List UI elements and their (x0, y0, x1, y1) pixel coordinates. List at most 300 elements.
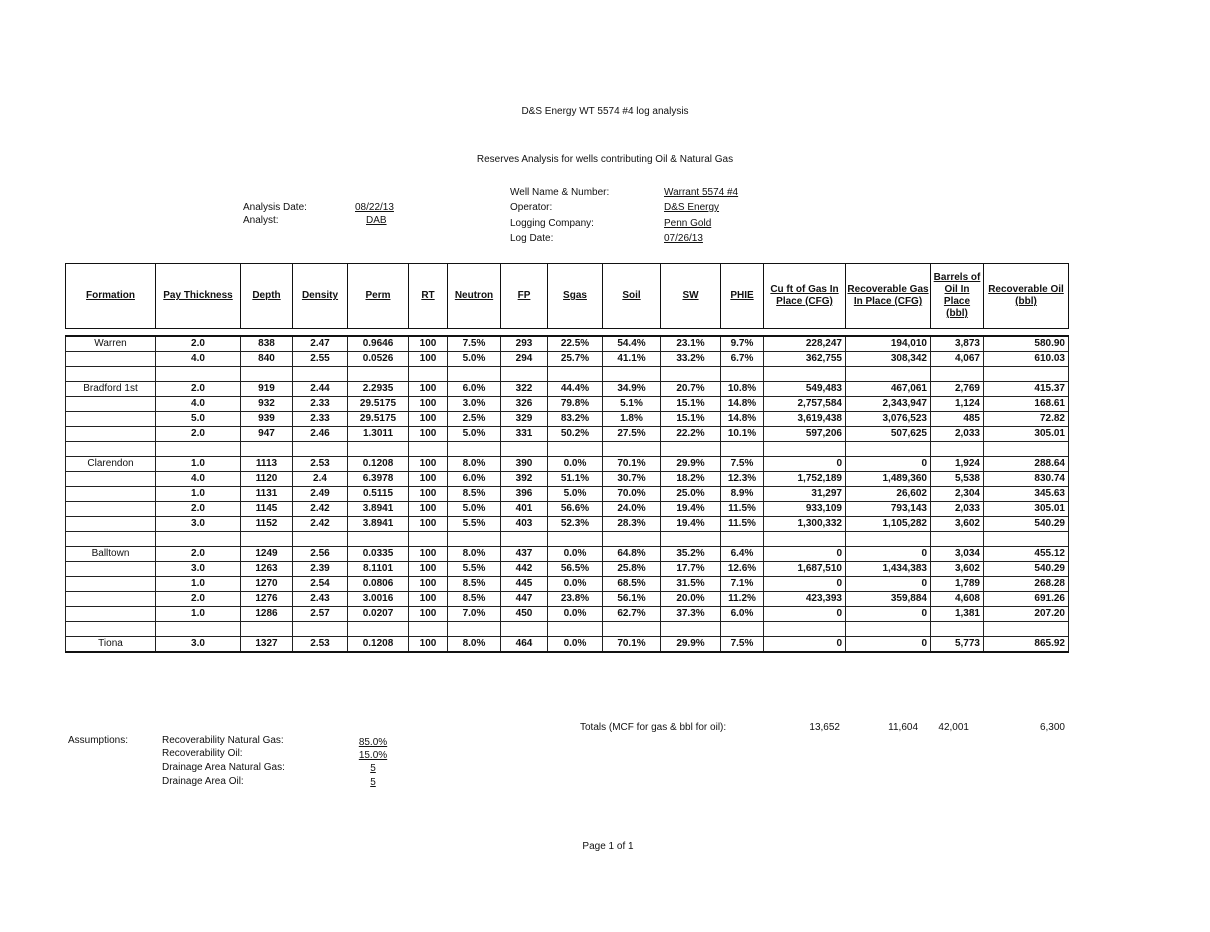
table-cell (348, 532, 409, 547)
table-cell (846, 367, 931, 382)
table-cell: 455.12 (984, 547, 1069, 562)
table-cell (501, 442, 548, 457)
formation-cell (66, 517, 156, 532)
table-cell (548, 367, 603, 382)
table-cell (661, 442, 721, 457)
table-cell: 3.0 (156, 517, 241, 532)
table-cell: 56.6% (548, 502, 603, 517)
table-cell: 0 (846, 577, 931, 592)
table-cell (603, 367, 661, 382)
table-cell: 168.61 (984, 397, 1069, 412)
column-header: PHIE (721, 264, 764, 329)
formation-cell: Bradford 1st (66, 382, 156, 397)
table-cell: 305.01 (984, 502, 1069, 517)
table-cell: 3,076,523 (846, 412, 931, 427)
table-cell: 19.4% (661, 517, 721, 532)
table-cell: 23.1% (661, 336, 721, 352)
table-cell: 37.3% (661, 607, 721, 622)
table-cell: 7.5% (448, 336, 501, 352)
table-cell: 2.5% (448, 412, 501, 427)
table-cell: 549,483 (764, 382, 846, 397)
table-cell: 2.47 (293, 336, 348, 352)
table-cell (156, 532, 241, 547)
table-cell: 447 (501, 592, 548, 607)
table-cell: 100 (409, 562, 448, 577)
table-cell: 5.5% (448, 517, 501, 532)
table-cell (931, 367, 984, 382)
blank-row (66, 532, 1069, 547)
table-cell: 100 (409, 472, 448, 487)
table-cell: 68.5% (603, 577, 661, 592)
formation-cell (66, 607, 156, 622)
table-cell: 52.3% (548, 517, 603, 532)
table-cell: 4.0 (156, 472, 241, 487)
table-cell: 1.8% (603, 412, 661, 427)
spacer-cell (66, 329, 1069, 337)
logging-company-label: Logging Company: (510, 218, 594, 229)
table-cell: 415.37 (984, 382, 1069, 397)
table-cell: 691.26 (984, 592, 1069, 607)
formation-cell: Tiona (66, 637, 156, 653)
table-cell: 14.8% (721, 412, 764, 427)
table-cell: 70.1% (603, 457, 661, 472)
table-row (66, 592, 1069, 607)
table-cell: 0 (764, 607, 846, 622)
totals-label: Totals (MCF for gas & bbl for oil): (580, 722, 727, 733)
table-cell: 2.2935 (348, 382, 409, 397)
table-cell: 50.2% (548, 427, 603, 442)
table-cell (931, 622, 984, 637)
table-cell: 2.42 (293, 517, 348, 532)
blank-row (66, 367, 1069, 382)
document-subtitle: Reserves Analysis for wells contributing Oil & Natural Gas (476, 154, 734, 165)
table-cell: 0.1208 (348, 457, 409, 472)
table-cell: 30.7% (603, 472, 661, 487)
column-header: Recoverable Oil (bbl) (984, 264, 1069, 329)
well-name-label: Well Name & Number: (510, 187, 610, 198)
table-cell: 2.39 (293, 562, 348, 577)
table-cell: 9.7% (721, 336, 764, 352)
column-header: SW (661, 264, 721, 329)
column-header: Formation (66, 264, 156, 329)
table-cell: 288.64 (984, 457, 1069, 472)
table-cell: 100 (409, 382, 448, 397)
table-cell: 0.5115 (348, 487, 409, 502)
table-cell (241, 367, 293, 382)
table-cell (293, 367, 348, 382)
table-cell: 22.2% (661, 427, 721, 442)
table-cell: 2.55 (293, 352, 348, 367)
table-cell: 0 (764, 547, 846, 562)
table-cell: 1,687,510 (764, 562, 846, 577)
table-cell: 54.4% (603, 336, 661, 352)
assumptions-label: Assumptions: (68, 735, 129, 746)
log-date-value: 07/26/13 (664, 233, 703, 244)
table-cell: 6.7% (721, 352, 764, 367)
table-cell (984, 532, 1069, 547)
table-cell: 467,061 (846, 382, 931, 397)
table-cell: 442 (501, 562, 548, 577)
table-cell: 25.0% (661, 487, 721, 502)
table-cell: 1,300,332 (764, 517, 846, 532)
table-cell: 7.5% (721, 457, 764, 472)
table-cell: 15.1% (661, 412, 721, 427)
column-header: Pay Thickness (156, 264, 241, 329)
table-cell: 3.8941 (348, 502, 409, 517)
table-cell: 31,297 (764, 487, 846, 502)
assumption-oil-drainage-value: 5 (370, 777, 376, 788)
table-cell: 939 (241, 412, 293, 427)
table-cell (764, 532, 846, 547)
table-cell (984, 622, 1069, 637)
table-cell: 0.0% (548, 577, 603, 592)
table-cell: 0 (846, 547, 931, 562)
table-cell: 100 (409, 336, 448, 352)
assumption-gas-recoverability-label: Recoverability Natural Gas: (162, 735, 284, 746)
table-row (66, 457, 1069, 472)
table-cell: 100 (409, 352, 448, 367)
well-name-value: Warrant 5574 #4 (664, 187, 739, 198)
table-row (66, 562, 1069, 577)
table-cell: 1,124 (931, 397, 984, 412)
table-cell: 11.5% (721, 502, 764, 517)
table-cell (348, 622, 409, 637)
table-cell (156, 367, 241, 382)
table-row (66, 637, 1069, 653)
column-header: Barrels of Oil In Place (bbl) (931, 264, 984, 329)
table-cell: 3.0% (448, 397, 501, 412)
table-cell: 2,343,947 (846, 397, 931, 412)
operator-label: Operator: (510, 202, 553, 213)
table-cell: 329 (501, 412, 548, 427)
table-cell: 28.3% (603, 517, 661, 532)
table-cell: 597,206 (764, 427, 846, 442)
table-cell: 4,608 (931, 592, 984, 607)
table-cell: 2.56 (293, 547, 348, 562)
table-cell: 0.9646 (348, 336, 409, 352)
table-cell: 3,873 (931, 336, 984, 352)
table-cell (721, 532, 764, 547)
table-cell: 4.0 (156, 352, 241, 367)
table-cell: 44.4% (548, 382, 603, 397)
formation-cell (66, 427, 156, 442)
table-cell: 4.0 (156, 397, 241, 412)
table-cell: 1,489,360 (846, 472, 931, 487)
table-cell: 1286 (241, 607, 293, 622)
table-cell: 70.0% (603, 487, 661, 502)
assumption-gas-drainage-label: Drainage Area Natural Gas: (162, 762, 285, 773)
table-cell: 41.1% (603, 352, 661, 367)
table-row (66, 502, 1069, 517)
table-cell: 0 (764, 637, 846, 653)
assumption-gas-recoverability-value: 85.0% (358, 737, 388, 748)
table-cell: 22.5% (548, 336, 603, 352)
table-cell: 0.0% (548, 607, 603, 622)
table-cell: 19.4% (661, 502, 721, 517)
table-cell (293, 532, 348, 547)
table-cell: 437 (501, 547, 548, 562)
table-cell: 1,924 (931, 457, 984, 472)
table-cell: 18.2% (661, 472, 721, 487)
table-cell: 305.01 (984, 427, 1069, 442)
table-cell (241, 442, 293, 457)
column-header: Soil (603, 264, 661, 329)
column-header: Perm (348, 264, 409, 329)
column-header: Neutron (448, 264, 501, 329)
table-cell: 23.8% (548, 592, 603, 607)
table-cell (501, 367, 548, 382)
table-cell: 5.5% (448, 562, 501, 577)
table-cell: 933,109 (764, 502, 846, 517)
table-cell: 34.9% (603, 382, 661, 397)
table-cell: 268.28 (984, 577, 1069, 592)
table-cell: 0 (764, 457, 846, 472)
table-cell: 5.0% (448, 352, 501, 367)
table-cell: 5,773 (931, 637, 984, 653)
table-cell: 1270 (241, 577, 293, 592)
table-cell: 2.53 (293, 637, 348, 653)
table-row (66, 427, 1069, 442)
table-cell: 3.0 (156, 637, 241, 653)
table-cell: 20.0% (661, 592, 721, 607)
table-cell: 5.0% (448, 427, 501, 442)
table-cell: 8.0% (448, 547, 501, 562)
table-cell: 31.5% (661, 577, 721, 592)
table-cell: 450 (501, 607, 548, 622)
table-cell: 100 (409, 397, 448, 412)
table-cell (156, 442, 241, 457)
table-cell: 485 (931, 412, 984, 427)
table-cell (293, 622, 348, 637)
table-cell: 1,434,383 (846, 562, 931, 577)
table-cell: 2.0 (156, 382, 241, 397)
table-cell (846, 532, 931, 547)
table-cell: 2.4 (293, 472, 348, 487)
table-cell: 1,105,282 (846, 517, 931, 532)
table-body (66, 329, 1069, 653)
total-recoverable-gas: 11,604 (888, 722, 918, 733)
table-cell: 56.1% (603, 592, 661, 607)
column-header: Cu ft of Gas In Place (CFG) (764, 264, 846, 329)
table-cell: 2.0 (156, 592, 241, 607)
table-cell: 8.0% (448, 637, 501, 653)
table-cell: 3.0016 (348, 592, 409, 607)
table-cell: 5,538 (931, 472, 984, 487)
table-cell (603, 622, 661, 637)
table-cell: 947 (241, 427, 293, 442)
table-cell: 100 (409, 517, 448, 532)
table-cell: 2.33 (293, 397, 348, 412)
table-cell: 6.0% (448, 382, 501, 397)
formation-cell (66, 577, 156, 592)
table-cell: 7.1% (721, 577, 764, 592)
table-cell: 0.1208 (348, 637, 409, 653)
table-cell (984, 367, 1069, 382)
table-cell: 580.90 (984, 336, 1069, 352)
document-title: D&S Energy WT 5574 #4 log analysis (521, 106, 689, 117)
table-cell: 29.9% (661, 457, 721, 472)
table-cell: 7.0% (448, 607, 501, 622)
table-cell: 2.54 (293, 577, 348, 592)
table-cell: 8.5% (448, 487, 501, 502)
table-cell: 932 (241, 397, 293, 412)
table-cell: 610.03 (984, 352, 1069, 367)
table-cell: 83.2% (548, 412, 603, 427)
table-cell: 1131 (241, 487, 293, 502)
table-cell (764, 442, 846, 457)
page-number: Page 1 of 1 (582, 841, 634, 852)
table-cell: 1276 (241, 592, 293, 607)
assumption-oil-recoverability-value: 15.0% (358, 750, 388, 761)
log-date-label: Log Date: (510, 233, 554, 244)
table-cell: 865.92 (984, 637, 1069, 653)
table-cell: 228,247 (764, 336, 846, 352)
table-cell (501, 532, 548, 547)
table-cell: 25.8% (603, 562, 661, 577)
table-cell: 1327 (241, 637, 293, 653)
table-cell (721, 442, 764, 457)
formation-cell (66, 397, 156, 412)
table-cell: 1.0 (156, 577, 241, 592)
column-header: RT (409, 264, 448, 329)
table-cell: 2,757,584 (764, 397, 846, 412)
table-cell: 0.0335 (348, 547, 409, 562)
table-cell: 1.3011 (348, 427, 409, 442)
analysis-date-value: 08/22/13 (355, 202, 394, 213)
table-cell: 79.8% (548, 397, 603, 412)
table-cell: 70.1% (603, 637, 661, 653)
table-cell: 194,010 (846, 336, 931, 352)
table-cell: 0 (846, 607, 931, 622)
table-row (66, 487, 1069, 502)
table-cell: 1145 (241, 502, 293, 517)
table-cell: 5.0 (156, 412, 241, 427)
table-cell: 5.1% (603, 397, 661, 412)
table-cell: 1.0 (156, 457, 241, 472)
table-cell: 100 (409, 592, 448, 607)
table-cell (603, 532, 661, 547)
table-cell: 540.29 (984, 562, 1069, 577)
table-cell: 2,033 (931, 502, 984, 517)
total-gas-in-place: 13,652 (809, 722, 840, 733)
table-cell (548, 622, 603, 637)
analysis-date-label: Analysis Date: (243, 202, 307, 213)
operator-value: D&S Energy (664, 202, 720, 213)
table-cell: 1152 (241, 517, 293, 532)
table-cell (548, 442, 603, 457)
formation-cell: Warren (66, 336, 156, 352)
table-cell: 445 (501, 577, 548, 592)
table-header-row (66, 264, 1069, 329)
table-cell: 100 (409, 637, 448, 653)
table-cell: 3,619,438 (764, 412, 846, 427)
table-cell: 2.46 (293, 427, 348, 442)
table-cell: 919 (241, 382, 293, 397)
table-cell: 1,381 (931, 607, 984, 622)
column-header: Recoverable Gas In Place (CFG) (846, 264, 931, 329)
table-cell (721, 367, 764, 382)
formation-cell: Balltown (66, 547, 156, 562)
table-cell: 5.0% (448, 502, 501, 517)
table-cell: 100 (409, 577, 448, 592)
table-cell (984, 442, 1069, 457)
table-cell: 1249 (241, 547, 293, 562)
formation-cell (66, 532, 156, 547)
table-cell: 2.43 (293, 592, 348, 607)
table-cell: 345.63 (984, 487, 1069, 502)
table-cell (448, 622, 501, 637)
table-cell: 2.57 (293, 607, 348, 622)
table-cell: 0 (846, 457, 931, 472)
table-cell: 1120 (241, 472, 293, 487)
table-cell (846, 622, 931, 637)
table-cell: 8.5% (448, 592, 501, 607)
table-cell: 10.8% (721, 382, 764, 397)
table-row (66, 382, 1069, 397)
table-cell: 17.7% (661, 562, 721, 577)
formation-cell (66, 622, 156, 637)
table-cell: 72.82 (984, 412, 1069, 427)
table-cell: 2,033 (931, 427, 984, 442)
table-row (66, 412, 1069, 427)
table-cell (156, 622, 241, 637)
formation-cell (66, 367, 156, 382)
table-cell (409, 367, 448, 382)
table-cell: 308,342 (846, 352, 931, 367)
table-cell: 7.5% (721, 637, 764, 653)
table-cell: 331 (501, 427, 548, 442)
header-spacer (66, 329, 1069, 337)
table-cell: 0 (846, 637, 931, 653)
table-cell: 403 (501, 517, 548, 532)
table-cell: 294 (501, 352, 548, 367)
table-cell: 100 (409, 487, 448, 502)
table-cell (764, 367, 846, 382)
table-cell: 15.1% (661, 397, 721, 412)
table-cell: 392 (501, 472, 548, 487)
assumption-oil-drainage-label: Drainage Area Oil: (162, 776, 244, 787)
table-cell: 24.0% (603, 502, 661, 517)
table-cell: 2,769 (931, 382, 984, 397)
table-cell: 1,752,189 (764, 472, 846, 487)
table-cell: 35.2% (661, 547, 721, 562)
table-cell: 62.7% (603, 607, 661, 622)
table-cell: 6.0% (721, 607, 764, 622)
table-cell: 6.0% (448, 472, 501, 487)
table-cell: 322 (501, 382, 548, 397)
table-cell (603, 442, 661, 457)
table-cell: 64.8% (603, 547, 661, 562)
table-cell: 1113 (241, 457, 293, 472)
table-cell: 26,602 (846, 487, 931, 502)
table-cell: 8.1101 (348, 562, 409, 577)
table-cell: 51.1% (548, 472, 603, 487)
table-cell: 10.1% (721, 427, 764, 442)
table-cell (241, 532, 293, 547)
table-row (66, 547, 1069, 562)
table-cell (348, 367, 409, 382)
table-cell: 793,143 (846, 502, 931, 517)
assumption-oil-recoverability-label: Recoverability Oil: (162, 748, 243, 759)
table-cell: 6.3978 (348, 472, 409, 487)
table-cell: 0.0% (548, 637, 603, 653)
table-cell: 8.5% (448, 577, 501, 592)
analyst-value: DAB (366, 215, 387, 226)
table-cell: 0 (764, 577, 846, 592)
table-cell: 3.0 (156, 562, 241, 577)
total-oil-in-place: 42,001 (938, 722, 969, 733)
table-cell: 423,393 (764, 592, 846, 607)
